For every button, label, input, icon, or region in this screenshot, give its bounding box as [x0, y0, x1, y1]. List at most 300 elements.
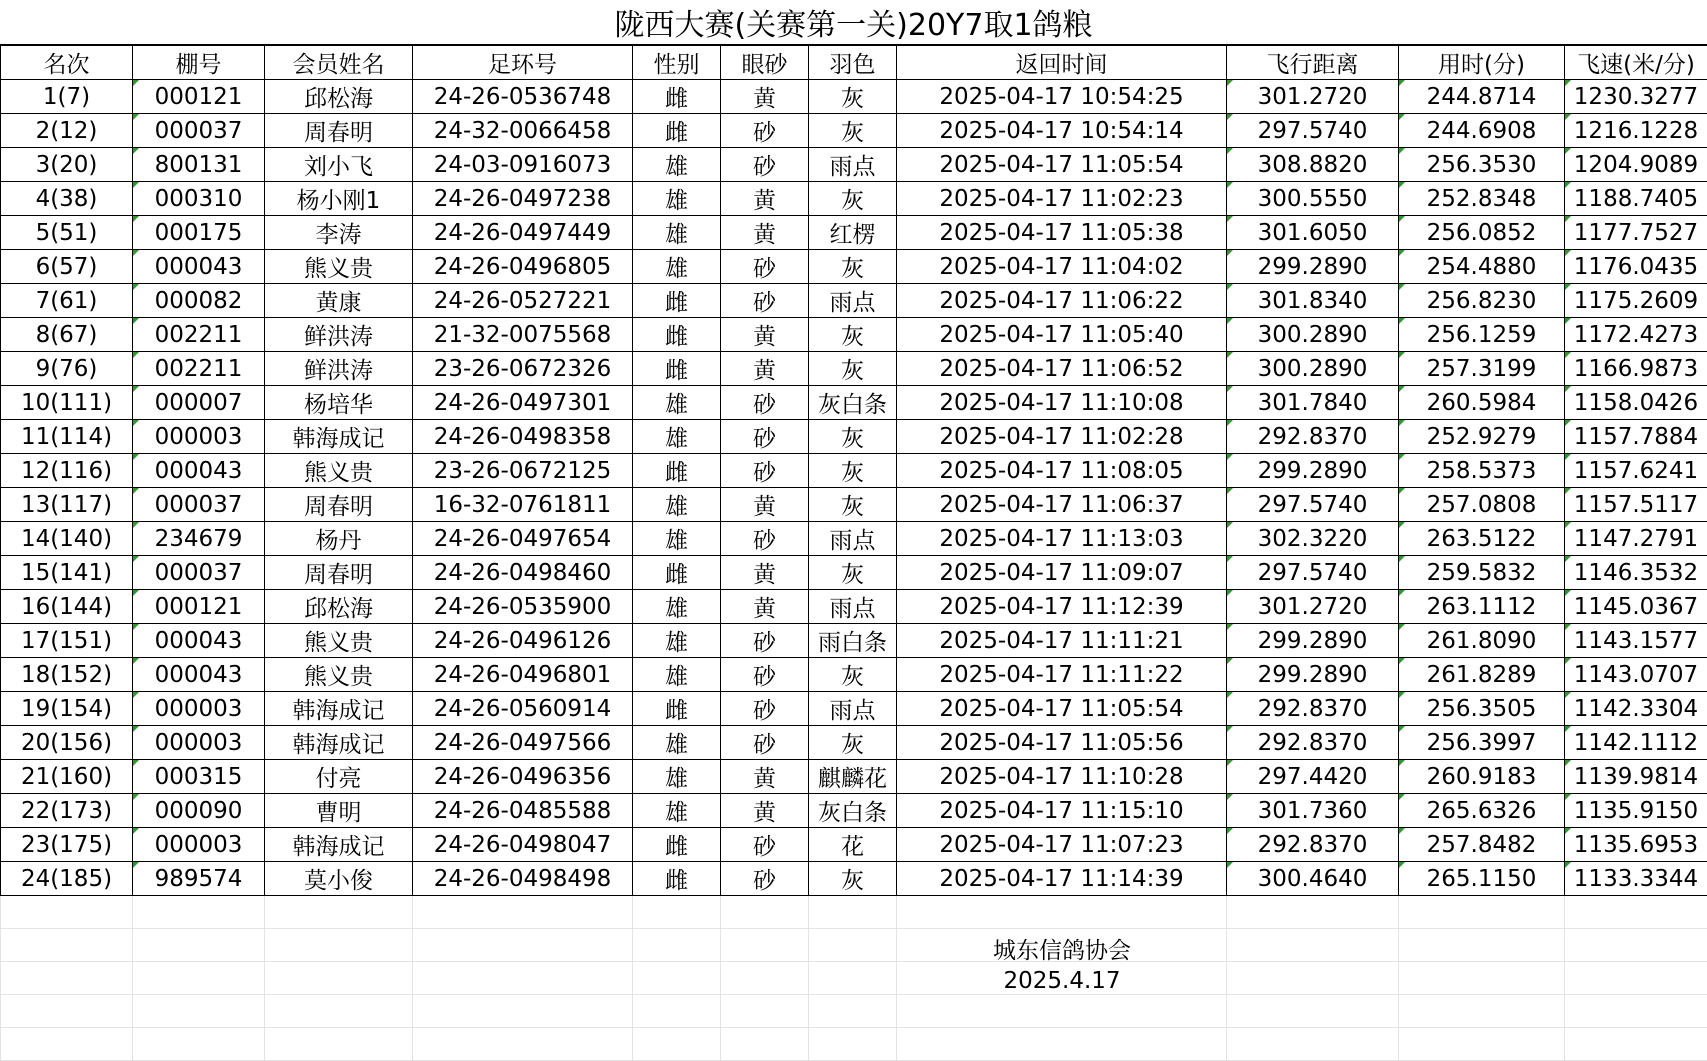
- table-cell[interactable]: 黄: [721, 794, 809, 828]
- table-cell[interactable]: 灰: [809, 420, 897, 454]
- table-cell[interactable]: 21-32-0075568: [413, 318, 633, 352]
- empty-cell[interactable]: [1399, 896, 1565, 929]
- table-cell[interactable]: 301.2720: [1227, 80, 1399, 114]
- empty-cell[interactable]: [721, 1028, 809, 1061]
- table-cell[interactable]: 砂: [721, 454, 809, 488]
- table-cell[interactable]: 2025-04-17 11:13:03: [897, 522, 1227, 556]
- table-cell[interactable]: 周春明: [265, 114, 413, 148]
- table-cell[interactable]: 258.5373: [1399, 454, 1565, 488]
- table-cell[interactable]: 24-26-0498460: [413, 556, 633, 590]
- column-header[interactable]: 足环号: [413, 46, 633, 80]
- table-cell[interactable]: 301.2720: [1227, 590, 1399, 624]
- empty-cell[interactable]: [133, 1028, 265, 1061]
- table-cell[interactable]: 雌: [633, 862, 721, 896]
- empty-cell[interactable]: [633, 1028, 721, 1061]
- footer-date[interactable]: 2025.4.17: [912, 968, 1212, 994]
- column-header[interactable]: 名次: [1, 46, 133, 80]
- table-cell[interactable]: 252.9279: [1399, 420, 1565, 454]
- table-cell[interactable]: 24-26-0497449: [413, 216, 633, 250]
- empty-cell[interactable]: [133, 962, 265, 995]
- table-cell[interactable]: 24-26-0535900: [413, 590, 633, 624]
- table-cell[interactable]: 24-26-0560914: [413, 692, 633, 726]
- table-cell[interactable]: 灰: [809, 556, 897, 590]
- empty-cell[interactable]: [1399, 995, 1565, 1028]
- table-cell[interactable]: 000043: [133, 250, 265, 284]
- table-cell[interactable]: 000003: [133, 726, 265, 760]
- table-cell[interactable]: 002211: [133, 352, 265, 386]
- table-cell[interactable]: 24-26-0485588: [413, 794, 633, 828]
- table-cell[interactable]: 24-03-0916073: [413, 148, 633, 182]
- table-cell[interactable]: 砂: [721, 386, 809, 420]
- table-cell[interactable]: 263.5122: [1399, 522, 1565, 556]
- table-cell[interactable]: 雄: [633, 420, 721, 454]
- table-cell[interactable]: 灰: [809, 454, 897, 488]
- table-cell[interactable]: 雨点: [809, 692, 897, 726]
- table-cell[interactable]: 24-26-0497238: [413, 182, 633, 216]
- table-cell[interactable]: 2025-04-17 11:06:52: [897, 352, 1227, 386]
- empty-cell[interactable]: [1399, 962, 1565, 995]
- empty-cell[interactable]: [633, 896, 721, 929]
- table-cell[interactable]: 灰白条: [809, 794, 897, 828]
- table-cell[interactable]: 砂: [721, 658, 809, 692]
- table-cell[interactable]: 雌: [633, 352, 721, 386]
- column-header[interactable]: 用时(分): [1399, 46, 1565, 80]
- table-cell[interactable]: 1135.9150: [1565, 794, 1707, 828]
- empty-cell[interactable]: [1565, 1028, 1707, 1061]
- table-cell[interactable]: 24-26-0497654: [413, 522, 633, 556]
- column-header[interactable]: 棚号: [133, 46, 265, 80]
- table-cell[interactable]: 2025-04-17 11:10:08: [897, 386, 1227, 420]
- table-cell[interactable]: 邱松海: [265, 590, 413, 624]
- table-cell[interactable]: 2025-04-17 11:05:38: [897, 216, 1227, 250]
- table-cell[interactable]: 24-26-0496356: [413, 760, 633, 794]
- table-cell[interactable]: 2(12): [1, 114, 133, 148]
- empty-cell[interactable]: [1565, 929, 1707, 962]
- table-cell[interactable]: 2025-04-17 11:08:05: [897, 454, 1227, 488]
- table-cell[interactable]: 灰: [809, 80, 897, 114]
- empty-cell[interactable]: [1227, 929, 1399, 962]
- table-cell[interactable]: 23(175): [1, 828, 133, 862]
- empty-cell[interactable]: [809, 896, 897, 929]
- table-cell[interactable]: 000121: [133, 80, 265, 114]
- footer-org[interactable]: 城东信鸽协会: [912, 932, 1212, 965]
- table-cell[interactable]: 黄: [721, 182, 809, 216]
- empty-cell[interactable]: [133, 929, 265, 962]
- table-cell[interactable]: 雌: [633, 80, 721, 114]
- empty-cell[interactable]: [265, 929, 413, 962]
- table-cell[interactable]: 18(152): [1, 658, 133, 692]
- column-header[interactable]: 飞速(米/分): [1565, 46, 1707, 80]
- table-cell[interactable]: 雨点: [809, 284, 897, 318]
- table-cell[interactable]: 雄: [633, 216, 721, 250]
- table-cell[interactable]: 鲜洪涛: [265, 352, 413, 386]
- table-cell[interactable]: 300.4640: [1227, 862, 1399, 896]
- table-cell[interactable]: 260.9183: [1399, 760, 1565, 794]
- table-cell[interactable]: 砂: [721, 522, 809, 556]
- table-cell[interactable]: 10(111): [1, 386, 133, 420]
- empty-cell[interactable]: [133, 896, 265, 929]
- table-cell[interactable]: 灰: [809, 318, 897, 352]
- table-cell[interactable]: 24-26-0496805: [413, 250, 633, 284]
- empty-cell[interactable]: [413, 896, 633, 929]
- column-header[interactable]: 会员姓名: [265, 46, 413, 80]
- empty-cell[interactable]: [633, 995, 721, 1028]
- table-cell[interactable]: 21(160): [1, 760, 133, 794]
- table-cell[interactable]: 16-32-0761811: [413, 488, 633, 522]
- column-header[interactable]: 羽色: [809, 46, 897, 80]
- table-cell[interactable]: 雄: [633, 726, 721, 760]
- empty-cell[interactable]: [1227, 995, 1399, 1028]
- table-cell[interactable]: 1142.3304: [1565, 692, 1707, 726]
- table-cell[interactable]: 3(20): [1, 148, 133, 182]
- table-cell[interactable]: 1143.0707: [1565, 658, 1707, 692]
- table-cell[interactable]: 周春明: [265, 556, 413, 590]
- empty-cell[interactable]: [809, 1028, 897, 1061]
- table-cell[interactable]: 杨丹: [265, 522, 413, 556]
- table-cell[interactable]: 000037: [133, 488, 265, 522]
- table-cell[interactable]: 000037: [133, 114, 265, 148]
- table-cell[interactable]: 2025-04-17 11:09:07: [897, 556, 1227, 590]
- empty-cell[interactable]: [809, 929, 897, 962]
- table-cell[interactable]: 2025-04-17 11:11:22: [897, 658, 1227, 692]
- table-cell[interactable]: 000121: [133, 590, 265, 624]
- table-cell[interactable]: 2025-04-17 11:05:56: [897, 726, 1227, 760]
- table-cell[interactable]: 23-26-0672326: [413, 352, 633, 386]
- table-cell[interactable]: 1(7): [1, 80, 133, 114]
- table-cell[interactable]: 256.3997: [1399, 726, 1565, 760]
- table-cell[interactable]: 灰: [809, 182, 897, 216]
- table-cell[interactable]: 23-26-0672125: [413, 454, 633, 488]
- table-cell[interactable]: 砂: [721, 284, 809, 318]
- empty-cell[interactable]: [721, 995, 809, 1028]
- sheet-title[interactable]: 陇西大赛(关赛第一关)20Y7取1鸽粮: [0, 0, 1707, 45]
- table-cell[interactable]: 砂: [721, 148, 809, 182]
- table-cell[interactable]: 1146.3532: [1565, 556, 1707, 590]
- empty-cell[interactable]: [1, 896, 133, 929]
- empty-cell[interactable]: [413, 929, 633, 962]
- table-cell[interactable]: 雄: [633, 794, 721, 828]
- table-cell[interactable]: 灰: [809, 726, 897, 760]
- table-cell[interactable]: 292.8370: [1227, 726, 1399, 760]
- table-cell[interactable]: 297.4420: [1227, 760, 1399, 794]
- table-cell[interactable]: 261.8289: [1399, 658, 1565, 692]
- table-cell[interactable]: 301.6050: [1227, 216, 1399, 250]
- table-cell[interactable]: 260.5984: [1399, 386, 1565, 420]
- table-cell[interactable]: 989574: [133, 862, 265, 896]
- table-cell[interactable]: 244.6908: [1399, 114, 1565, 148]
- table-cell[interactable]: 800131: [133, 148, 265, 182]
- table-cell[interactable]: 砂: [721, 250, 809, 284]
- table-cell[interactable]: 300.2890: [1227, 318, 1399, 352]
- table-cell[interactable]: 韩海成记: [265, 692, 413, 726]
- table-cell[interactable]: 000003: [133, 420, 265, 454]
- table-cell[interactable]: 雌: [633, 556, 721, 590]
- table-cell[interactable]: 1216.1228: [1565, 114, 1707, 148]
- table-cell[interactable]: 黄: [721, 760, 809, 794]
- table-cell[interactable]: 7(61): [1, 284, 133, 318]
- table-cell[interactable]: 花: [809, 828, 897, 862]
- table-cell[interactable]: 灰白条: [809, 386, 897, 420]
- table-cell[interactable]: 256.8230: [1399, 284, 1565, 318]
- table-cell[interactable]: 砂: [721, 828, 809, 862]
- empty-cell[interactable]: [413, 995, 633, 1028]
- table-cell[interactable]: 256.1259: [1399, 318, 1565, 352]
- table-cell[interactable]: 299.2890: [1227, 624, 1399, 658]
- table-cell[interactable]: 雌: [633, 692, 721, 726]
- table-cell[interactable]: 杨培华: [265, 386, 413, 420]
- table-cell[interactable]: 2025-04-17 11:02:23: [897, 182, 1227, 216]
- table-cell[interactable]: 雄: [633, 488, 721, 522]
- table-cell[interactable]: 韩海成记: [265, 726, 413, 760]
- table-cell[interactable]: 雄: [633, 590, 721, 624]
- table-cell[interactable]: 2025-04-17 10:54:25: [897, 80, 1227, 114]
- table-cell[interactable]: 24-26-0527221: [413, 284, 633, 318]
- table-cell[interactable]: 265.6326: [1399, 794, 1565, 828]
- table-cell[interactable]: 265.1150: [1399, 862, 1565, 896]
- empty-cell[interactable]: [633, 962, 721, 995]
- table-cell[interactable]: 1172.4273: [1565, 318, 1707, 352]
- table-cell[interactable]: 雌: [633, 828, 721, 862]
- table-cell[interactable]: 1166.9873: [1565, 352, 1707, 386]
- table-cell[interactable]: 灰: [809, 352, 897, 386]
- column-header[interactable]: 眼砂: [721, 46, 809, 80]
- table-cell[interactable]: 雄: [633, 658, 721, 692]
- table-cell[interactable]: 灰: [809, 114, 897, 148]
- column-header[interactable]: 返回时间: [897, 46, 1227, 80]
- table-cell[interactable]: 24-26-0496801: [413, 658, 633, 692]
- table-cell[interactable]: 244.8714: [1399, 80, 1565, 114]
- empty-cell[interactable]: [721, 962, 809, 995]
- table-cell[interactable]: 292.8370: [1227, 828, 1399, 862]
- table-cell[interactable]: 韩海成记: [265, 420, 413, 454]
- empty-cell[interactable]: [721, 929, 809, 962]
- table-cell[interactable]: 1177.7527: [1565, 216, 1707, 250]
- table-cell[interactable]: 297.5740: [1227, 114, 1399, 148]
- table-cell[interactable]: 000175: [133, 216, 265, 250]
- table-cell[interactable]: 灰: [809, 862, 897, 896]
- table-cell[interactable]: 2025-04-17 11:06:22: [897, 284, 1227, 318]
- table-cell[interactable]: 300.5550: [1227, 182, 1399, 216]
- table-cell[interactable]: 雄: [633, 624, 721, 658]
- table-cell[interactable]: 261.8090: [1399, 624, 1565, 658]
- table-cell[interactable]: 257.8482: [1399, 828, 1565, 862]
- table-cell[interactable]: 4(38): [1, 182, 133, 216]
- table-cell[interactable]: 297.5740: [1227, 556, 1399, 590]
- table-cell[interactable]: 22(173): [1, 794, 133, 828]
- table-cell[interactable]: 雄: [633, 148, 721, 182]
- table-cell[interactable]: 14(140): [1, 522, 133, 556]
- empty-cell[interactable]: [133, 995, 265, 1028]
- table-cell[interactable]: 砂: [721, 420, 809, 454]
- empty-cell[interactable]: [633, 929, 721, 962]
- empty-cell[interactable]: [1, 929, 133, 962]
- table-cell[interactable]: 000003: [133, 692, 265, 726]
- table-cell[interactable]: 雨点: [809, 590, 897, 624]
- table-cell[interactable]: 1188.7405: [1565, 182, 1707, 216]
- table-cell[interactable]: 15(141): [1, 556, 133, 590]
- table-cell[interactable]: 1230.3277: [1565, 80, 1707, 114]
- table-cell[interactable]: 2025-04-17 11:02:28: [897, 420, 1227, 454]
- table-cell[interactable]: 000090: [133, 794, 265, 828]
- table-cell[interactable]: 雨点: [809, 522, 897, 556]
- table-cell[interactable]: 301.7840: [1227, 386, 1399, 420]
- empty-cell[interactable]: [1399, 1028, 1565, 1061]
- table-cell[interactable]: 雌: [633, 318, 721, 352]
- table-cell[interactable]: 000003: [133, 828, 265, 862]
- table-cell[interactable]: 000037: [133, 556, 265, 590]
- empty-cell[interactable]: [265, 995, 413, 1028]
- table-cell[interactable]: 雨白条: [809, 624, 897, 658]
- table-cell[interactable]: 257.0808: [1399, 488, 1565, 522]
- table-cell[interactable]: 1139.9814: [1565, 760, 1707, 794]
- empty-cell[interactable]: [1565, 896, 1707, 929]
- table-cell[interactable]: 256.0852: [1399, 216, 1565, 250]
- table-cell[interactable]: 黄康: [265, 284, 413, 318]
- table-cell[interactable]: 000043: [133, 454, 265, 488]
- table-cell[interactable]: 301.7360: [1227, 794, 1399, 828]
- table-cell[interactable]: 2025-04-17 11:07:23: [897, 828, 1227, 862]
- table-cell[interactable]: 24-26-0498498: [413, 862, 633, 896]
- table-cell[interactable]: 24-26-0536748: [413, 80, 633, 114]
- table-cell[interactable]: 1142.1112: [1565, 726, 1707, 760]
- table-cell[interactable]: 雄: [633, 386, 721, 420]
- table-cell[interactable]: 2025-04-17 11:11:21: [897, 624, 1227, 658]
- table-cell[interactable]: 299.2890: [1227, 250, 1399, 284]
- table-cell[interactable]: 砂: [721, 726, 809, 760]
- table-cell[interactable]: 292.8370: [1227, 420, 1399, 454]
- table-cell[interactable]: 2025-04-17 11:05:54: [897, 692, 1227, 726]
- table-cell[interactable]: 234679: [133, 522, 265, 556]
- table-cell[interactable]: 2025-04-17 11:05:54: [897, 148, 1227, 182]
- table-cell[interactable]: 2025-04-17 11:14:39: [897, 862, 1227, 896]
- table-cell[interactable]: 1145.0367: [1565, 590, 1707, 624]
- empty-cell[interactable]: [1227, 896, 1399, 929]
- table-cell[interactable]: 301.8340: [1227, 284, 1399, 318]
- table-cell[interactable]: 砂: [721, 114, 809, 148]
- table-cell[interactable]: 红楞: [809, 216, 897, 250]
- table-cell[interactable]: 2025-04-17 11:06:37: [897, 488, 1227, 522]
- table-cell[interactable]: 256.3505: [1399, 692, 1565, 726]
- empty-cell[interactable]: [1227, 962, 1399, 995]
- table-cell[interactable]: 雄: [633, 760, 721, 794]
- table-cell[interactable]: 黄: [721, 590, 809, 624]
- table-cell[interactable]: 1147.2791: [1565, 522, 1707, 556]
- table-cell[interactable]: 6(57): [1, 250, 133, 284]
- table-cell[interactable]: 11(114): [1, 420, 133, 454]
- table-cell[interactable]: 299.2890: [1227, 658, 1399, 692]
- table-cell[interactable]: 19(154): [1, 692, 133, 726]
- table-cell[interactable]: 259.5832: [1399, 556, 1565, 590]
- table-cell[interactable]: 灰: [809, 658, 897, 692]
- table-cell[interactable]: 13(117): [1, 488, 133, 522]
- table-cell[interactable]: 雄: [633, 250, 721, 284]
- table-cell[interactable]: 1176.0435: [1565, 250, 1707, 284]
- table-cell[interactable]: 黄: [721, 488, 809, 522]
- table-cell[interactable]: 292.8370: [1227, 692, 1399, 726]
- table-cell[interactable]: 雨点: [809, 148, 897, 182]
- table-cell[interactable]: 000043: [133, 658, 265, 692]
- table-cell[interactable]: 黄: [721, 556, 809, 590]
- empty-cell[interactable]: [1, 962, 133, 995]
- table-cell[interactable]: 000082: [133, 284, 265, 318]
- empty-cell[interactable]: [897, 1028, 1227, 1061]
- table-cell[interactable]: 1158.0426: [1565, 386, 1707, 420]
- empty-cell[interactable]: [809, 995, 897, 1028]
- table-cell[interactable]: 熊义贵: [265, 454, 413, 488]
- empty-cell[interactable]: [897, 896, 1227, 929]
- table-cell[interactable]: 297.5740: [1227, 488, 1399, 522]
- table-cell[interactable]: 雄: [633, 182, 721, 216]
- table-cell[interactable]: 5(51): [1, 216, 133, 250]
- table-cell[interactable]: 17(151): [1, 624, 133, 658]
- table-cell[interactable]: 299.2890: [1227, 454, 1399, 488]
- table-cell[interactable]: 雌: [633, 284, 721, 318]
- table-cell[interactable]: 李涛: [265, 216, 413, 250]
- table-cell[interactable]: 000310: [133, 182, 265, 216]
- table-cell[interactable]: 黄: [721, 318, 809, 352]
- column-header[interactable]: 飞行距离: [1227, 46, 1399, 80]
- table-cell[interactable]: 12(116): [1, 454, 133, 488]
- table-cell[interactable]: 263.1112: [1399, 590, 1565, 624]
- table-cell[interactable]: 24-26-0498358: [413, 420, 633, 454]
- table-cell[interactable]: 000043: [133, 624, 265, 658]
- table-cell[interactable]: 24-26-0497301: [413, 386, 633, 420]
- table-cell[interactable]: 砂: [721, 862, 809, 896]
- table-cell[interactable]: 砂: [721, 692, 809, 726]
- table-cell[interactable]: 256.3530: [1399, 148, 1565, 182]
- table-cell[interactable]: 熊义贵: [265, 624, 413, 658]
- table-cell[interactable]: 黄: [721, 80, 809, 114]
- column-header[interactable]: 性别: [633, 46, 721, 80]
- empty-cell[interactable]: [265, 962, 413, 995]
- empty-cell[interactable]: [809, 962, 897, 995]
- empty-cell[interactable]: [1, 995, 133, 1028]
- empty-cell[interactable]: [265, 896, 413, 929]
- empty-cell[interactable]: [265, 1028, 413, 1061]
- table-cell[interactable]: 20(156): [1, 726, 133, 760]
- table-cell[interactable]: 雄: [633, 522, 721, 556]
- table-cell[interactable]: 雌: [633, 454, 721, 488]
- table-cell[interactable]: 1133.3344: [1565, 862, 1707, 896]
- table-cell[interactable]: 付亮: [265, 760, 413, 794]
- table-cell[interactable]: 韩海成记: [265, 828, 413, 862]
- table-cell[interactable]: 1157.5117: [1565, 488, 1707, 522]
- empty-cell[interactable]: [1227, 1028, 1399, 1061]
- empty-cell[interactable]: [1565, 995, 1707, 1028]
- table-cell[interactable]: 灰: [809, 488, 897, 522]
- table-cell[interactable]: 雌: [633, 114, 721, 148]
- table-cell[interactable]: 刘小飞: [265, 148, 413, 182]
- empty-cell[interactable]: [413, 962, 633, 995]
- table-cell[interactable]: 熊义贵: [265, 658, 413, 692]
- table-cell[interactable]: 2025-04-17 11:12:39: [897, 590, 1227, 624]
- table-cell[interactable]: 308.8820: [1227, 148, 1399, 182]
- table-cell[interactable]: 24-32-0066458: [413, 114, 633, 148]
- empty-cell[interactable]: [413, 1028, 633, 1061]
- table-cell[interactable]: 黄: [721, 352, 809, 386]
- table-cell[interactable]: 1204.9089: [1565, 148, 1707, 182]
- table-cell[interactable]: 砂: [721, 624, 809, 658]
- table-cell[interactable]: 257.3199: [1399, 352, 1565, 386]
- table-cell[interactable]: 1157.6241: [1565, 454, 1707, 488]
- table-cell[interactable]: 2025-04-17 11:10:28: [897, 760, 1227, 794]
- empty-cell[interactable]: [1, 1028, 133, 1061]
- empty-cell[interactable]: [897, 995, 1227, 1028]
- table-cell[interactable]: 莫小俊: [265, 862, 413, 896]
- table-cell[interactable]: 300.2890: [1227, 352, 1399, 386]
- table-cell[interactable]: 302.3220: [1227, 522, 1399, 556]
- table-cell[interactable]: 杨小刚1: [265, 182, 413, 216]
